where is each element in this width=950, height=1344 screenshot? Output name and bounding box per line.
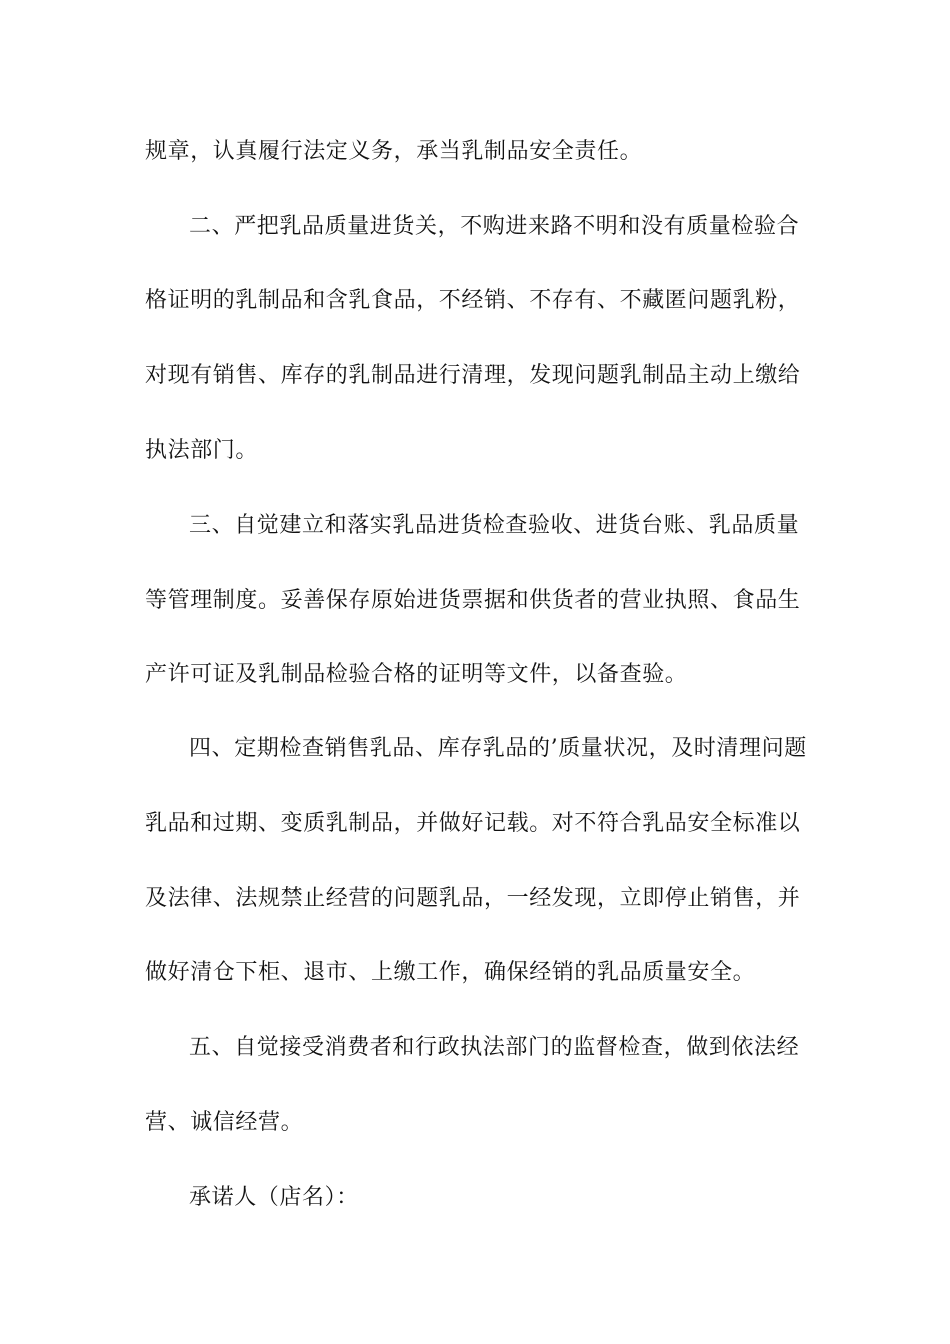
paragraph-5-line-1: 五、自觉接受消费者和行政执法部门的监督检查，做到依法经: [189, 1035, 800, 1060]
paragraph-2-line-1: 二、严把乳品质量进货关，不购进来路不明和没有质量检验合: [189, 214, 800, 239]
text-line: 等管理制度。妥善保存原始进货票据和供货者的营业执照、食品生: [145, 588, 801, 613]
paragraph-4-line-1: 四、定期检查销售乳品、库存乳品的’质量状况，及时清理问题: [189, 736, 807, 761]
text-line: 执法部门。: [145, 438, 259, 463]
text-line: 对现有销售、库存的乳制品进行清理，发现问题乳制品主动上缴给: [145, 363, 801, 388]
text-line: 产许可证及乳制品检验合格的证明等文件，以备查验。: [145, 662, 688, 687]
paragraph-3-line-1: 三、自觉建立和落实乳品进货检查验收、进货台账、乳品质量: [189, 513, 800, 538]
text-line: 规章，认真履行法定义务，承当乳制品安全责任。: [145, 139, 643, 164]
text-line: 格证明的乳制品和含乳食品，不经销、不存有、不藏匿问题乳粉，: [145, 288, 801, 313]
text-line: 乳品和过期、变质乳制品，并做好记载。对不符合乳品安全标准以: [145, 811, 801, 836]
text-line: 及法律、法规禁止经营的问题乳品，一经发现，立即停止销售，并: [145, 886, 801, 911]
text-line: 营、诚信经营。: [145, 1110, 304, 1135]
text-line: 做好清仓下柜、退市、上缴工作，确保经销的乳品质量安全。: [145, 960, 756, 985]
signature-label: 承诺人（店名）：: [189, 1185, 359, 1210]
